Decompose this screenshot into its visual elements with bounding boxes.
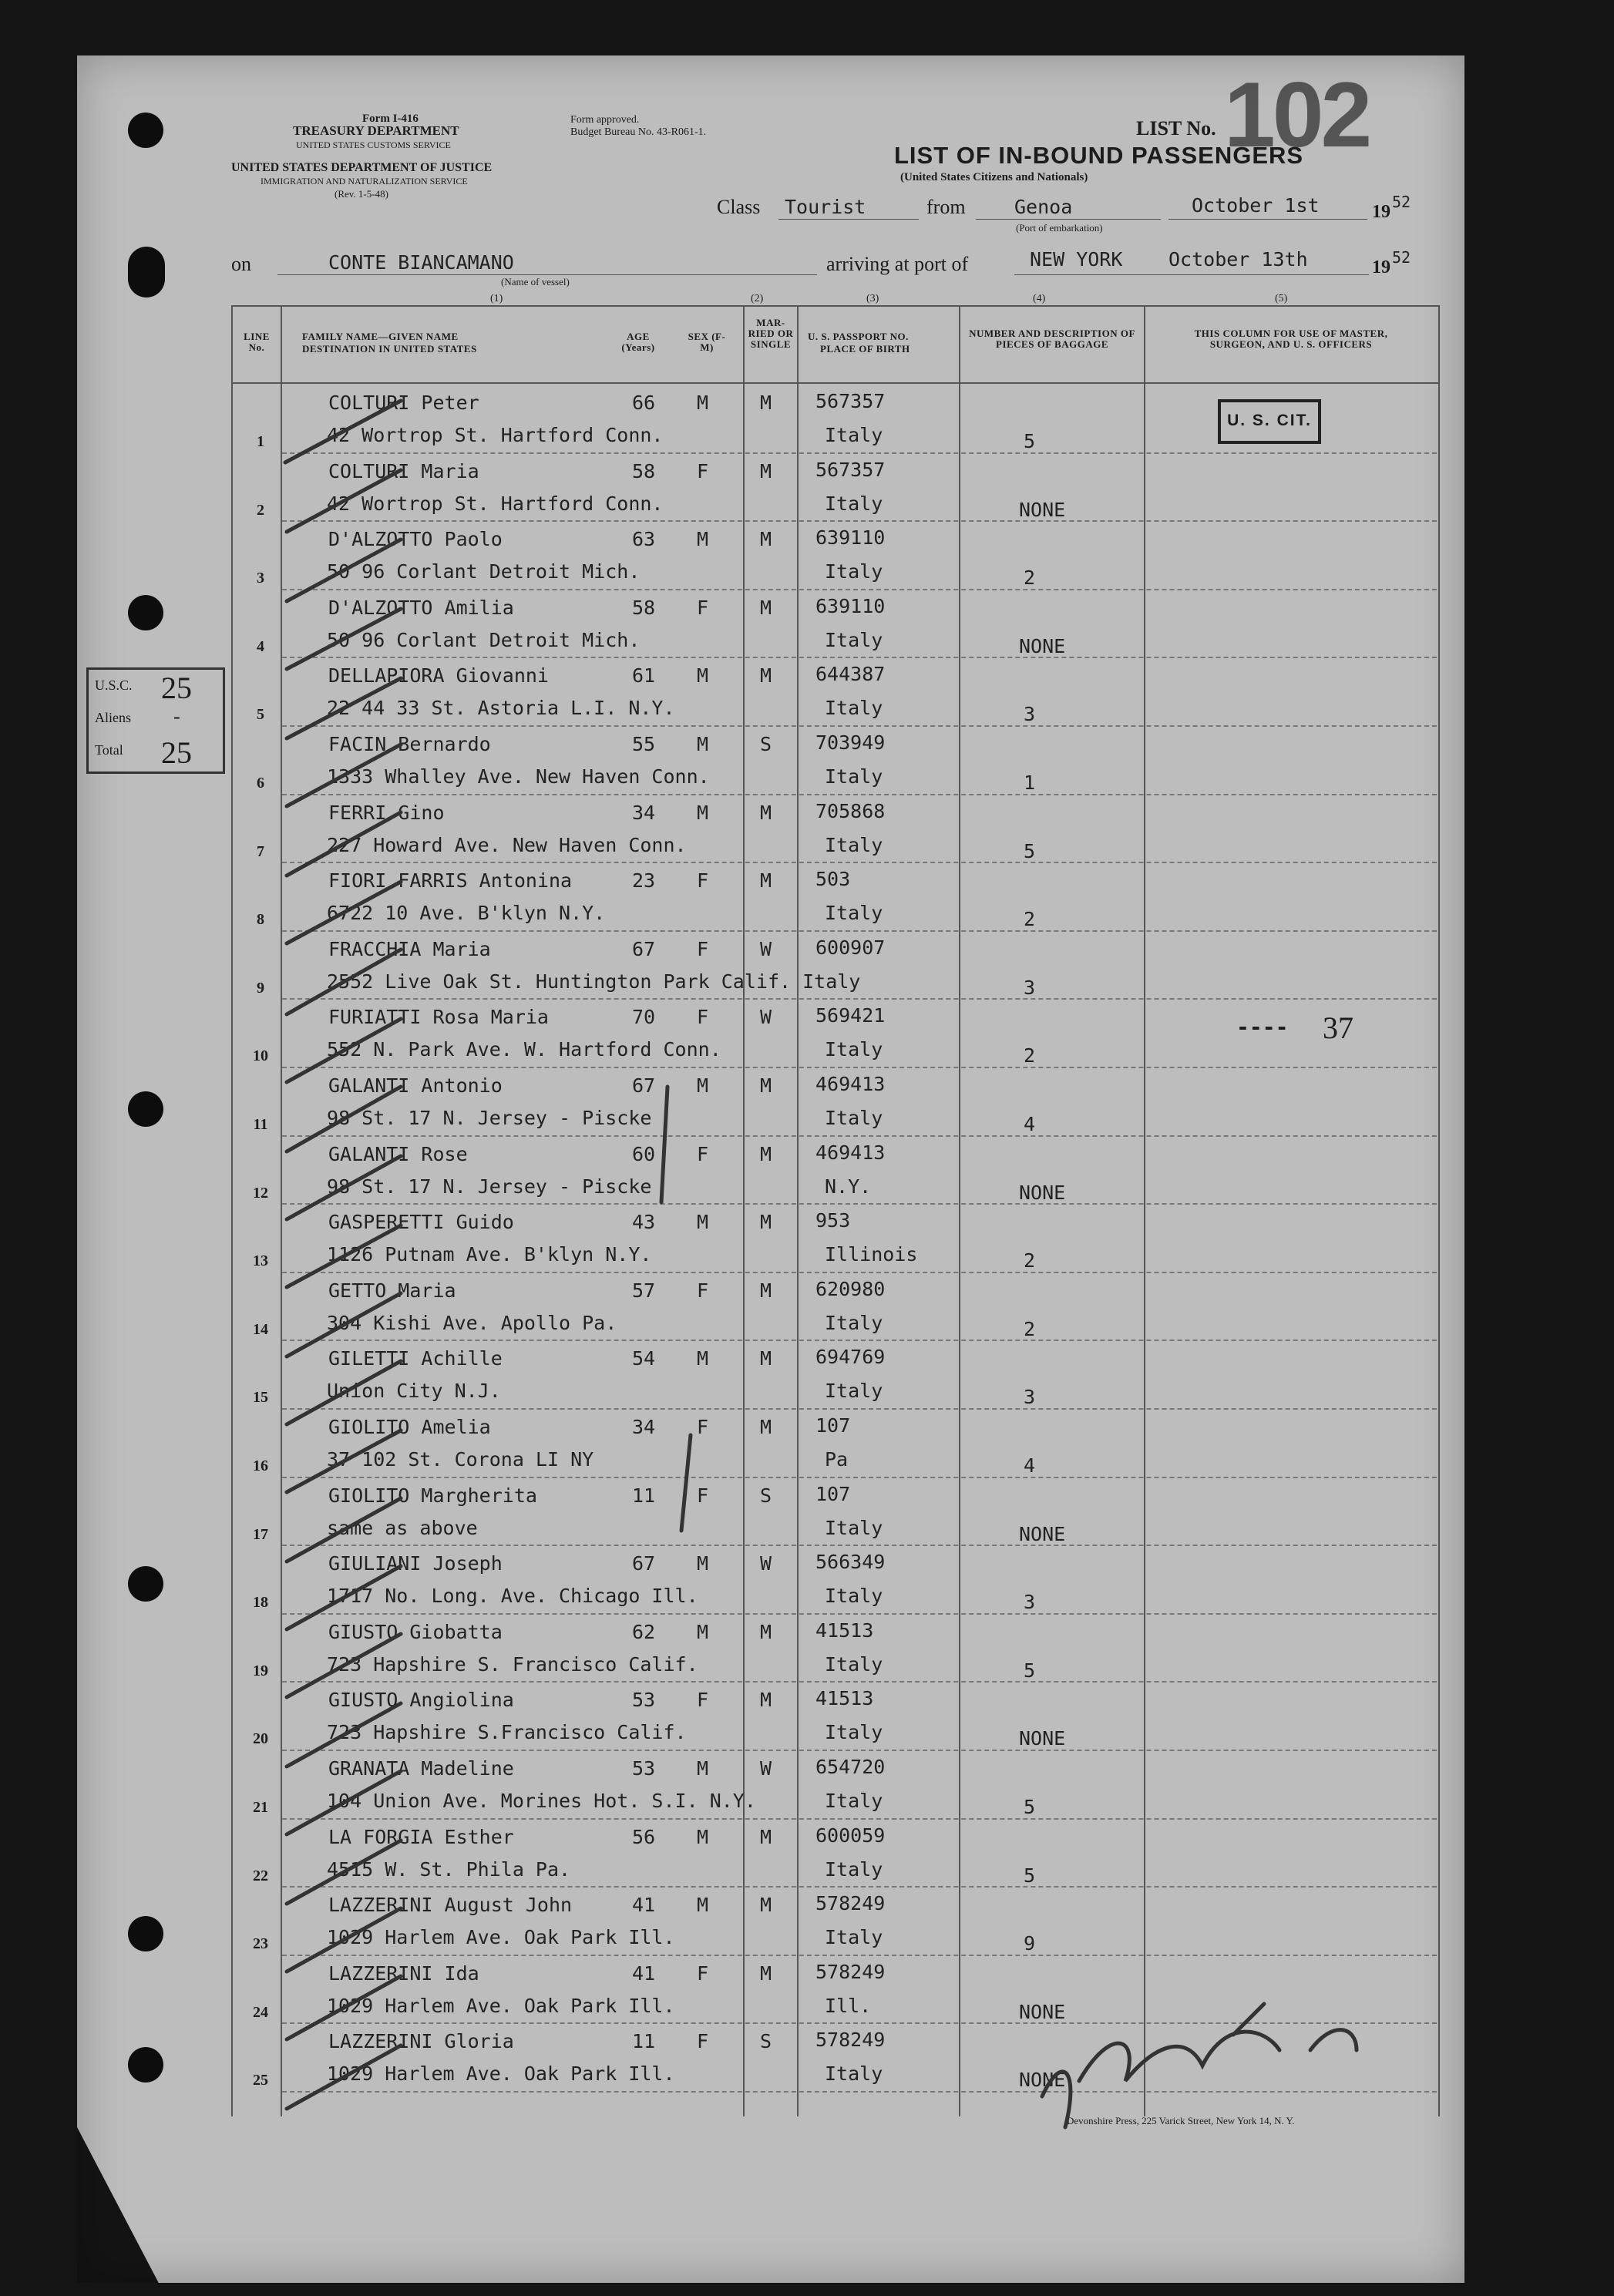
passport-number: 41513 xyxy=(815,1619,874,1642)
place-of-birth: Italy xyxy=(825,1380,883,1403)
justice-dept: UNITED STATES DEPARTMENT OF JUSTICE xyxy=(231,161,493,174)
on-label: on xyxy=(231,253,251,275)
passenger-age: 11 xyxy=(632,1484,656,1507)
aliens-label: Aliens xyxy=(95,710,131,725)
torn-corner xyxy=(77,2127,162,2289)
passenger-marital-status: M xyxy=(760,1211,772,1234)
baggage-count: NONE xyxy=(1019,2069,1066,2092)
passenger-name: GALANTI Rose xyxy=(328,1142,468,1165)
passenger-marital-status: M xyxy=(760,1279,772,1302)
passport-number: 600059 xyxy=(815,1824,886,1847)
customs-service: UNITED STATES CUSTOMS SERVICE xyxy=(296,140,451,150)
passport-number: 578249 xyxy=(815,1892,886,1915)
passenger-marital-status: W xyxy=(760,1757,772,1780)
place-of-birth: Italy xyxy=(825,1107,883,1129)
vessel-caption: (Name of vessel) xyxy=(501,276,570,287)
line-number: 14 xyxy=(253,1320,268,1338)
passport-number: 469413 xyxy=(815,1073,886,1095)
baggage-count: 4 xyxy=(1024,1113,1036,1135)
passenger-age: 23 xyxy=(632,869,656,893)
passenger-destination: 304 Kishi Ave. Apollo Pa. xyxy=(327,1311,617,1334)
place-of-birth: Italy xyxy=(825,1038,883,1061)
line-number: 12 xyxy=(253,1184,268,1202)
list-number: 102 xyxy=(1224,63,1370,166)
header-age: AGE (Years) xyxy=(621,331,655,353)
baggage-count: 2 xyxy=(1024,1317,1036,1340)
baggage-count: 3 xyxy=(1024,703,1036,726)
passenger-sex: M xyxy=(697,1825,709,1848)
list-label: LIST No. xyxy=(1136,117,1216,140)
passenger-name: LA FORGIA Esther xyxy=(328,1825,514,1848)
passenger-sex: M xyxy=(697,392,709,414)
passenger-sex: F xyxy=(697,1689,709,1712)
passenger-destination: 2552 Live Oak St. Huntington Park Calif. Italy xyxy=(327,970,861,993)
passenger-marital-status: M xyxy=(760,392,772,414)
officer-dash: ---- xyxy=(1236,1014,1289,1040)
line-number: 23 xyxy=(253,1935,268,1953)
passenger-age: 70 xyxy=(632,1006,656,1029)
passenger-marital-status: S xyxy=(760,1484,772,1507)
place-of-birth: Ill. xyxy=(825,1994,872,2017)
line-number: 22 xyxy=(253,1867,268,1884)
class-label: Class xyxy=(717,196,761,218)
passenger-destination: 22 44 33 St. Astoria L.I. N.Y. xyxy=(327,697,675,720)
passport-number: 578249 xyxy=(815,2029,886,2052)
passenger-marital-status: S xyxy=(760,2030,772,2053)
year-prefix: 19 xyxy=(1372,202,1390,222)
place-of-birth: Italy xyxy=(825,628,883,651)
line-number: 15 xyxy=(253,1389,268,1407)
passport-number: 569421 xyxy=(815,1004,886,1027)
place-of-birth: Italy xyxy=(825,1790,883,1812)
passenger-destination: 723 Hapshire S.Francisco Calif. xyxy=(327,1721,687,1744)
place-of-birth: Illinois xyxy=(825,1243,918,1266)
passenger-destination: 42 Wortrop St. Hartford Conn. xyxy=(327,424,664,446)
passenger-name: COLTURI Maria xyxy=(328,459,479,482)
passenger-name: DELLAPIORA Giovanni xyxy=(328,664,549,687)
arrival-year-value: 52 xyxy=(1392,248,1411,267)
treasury-dept: TREASURY DEPARTMENT xyxy=(293,123,459,138)
line-number: 13 xyxy=(253,1252,268,1270)
passenger-sex: M xyxy=(697,801,709,824)
baggage-count: 3 xyxy=(1024,1386,1036,1409)
line-number: 24 xyxy=(253,2003,268,2021)
place-of-birth: Italy xyxy=(825,1311,883,1334)
passenger-sex: F xyxy=(697,459,709,482)
passport-number: 953 xyxy=(815,1209,851,1232)
passenger-destination: 4515 W. St. Phila Pa. xyxy=(327,1857,571,1881)
form-number: Form I-416 xyxy=(362,113,419,125)
header-married: MAR-RIED OR SINGLE xyxy=(748,317,794,350)
arrival-port: NEW YORK xyxy=(1030,248,1123,271)
baggage-count: 3 xyxy=(1024,1591,1036,1614)
passenger-age: 58 xyxy=(632,459,656,482)
passport-number: 567357 xyxy=(815,458,886,481)
place-of-birth: Italy xyxy=(825,1926,883,1949)
passenger-marital-status: W xyxy=(760,1552,772,1575)
passenger-name: GIOLITO Margherita xyxy=(328,1484,537,1507)
header-sex: SEX (F-M) xyxy=(688,331,726,353)
us-cit-stamp: U. S. CIT. xyxy=(1218,399,1321,444)
baggage-count: 5 xyxy=(1024,1796,1036,1818)
passenger-marital-status: M xyxy=(760,1074,772,1097)
passport-number: 639110 xyxy=(815,594,886,617)
departure-date: October 1st xyxy=(1192,194,1320,217)
passenger-destination: same as above xyxy=(327,1516,478,1539)
baggage-count: NONE xyxy=(1019,634,1066,657)
passenger-sex: M xyxy=(697,1552,709,1575)
passenger-age: 55 xyxy=(632,733,656,755)
place-of-birth: Italy xyxy=(825,424,883,446)
passenger-name: LAZZERINI August John xyxy=(328,1894,573,1917)
passenger-age: 67 xyxy=(632,937,656,960)
passport-number: 654720 xyxy=(815,1756,886,1778)
line-number: 10 xyxy=(253,1047,268,1065)
passport-number: 578249 xyxy=(815,1960,886,1983)
passport-number: 600907 xyxy=(815,936,886,959)
passenger-destination: Union City N.J. xyxy=(327,1380,501,1403)
baggage-count: 5 xyxy=(1024,1659,1036,1682)
passport-number: 639110 xyxy=(815,526,886,550)
baggage-count: 5 xyxy=(1024,1864,1036,1887)
passenger-sex: F xyxy=(697,596,709,619)
vessel-name: CONTE BIANCAMANO xyxy=(328,251,514,274)
line-number: 17 xyxy=(253,1525,268,1543)
passport-number: 703949 xyxy=(815,731,886,754)
passenger-marital-status: W xyxy=(760,1006,772,1029)
passenger-age: 53 xyxy=(632,1689,656,1712)
passenger-sex: F xyxy=(697,1416,709,1438)
passport-number: 567357 xyxy=(815,390,886,412)
line-number: 18 xyxy=(253,1594,268,1612)
passenger-marital-status: M xyxy=(760,664,772,687)
passenger-name: COLTURI Peter xyxy=(328,392,479,414)
line-number: 7 xyxy=(257,842,264,860)
col-num-5: (5) xyxy=(1275,293,1288,304)
revision: (Rev. 1-5-48) xyxy=(335,188,388,200)
passenger-age: 61 xyxy=(632,664,656,687)
passenger-name: FERRI Gino xyxy=(328,801,445,824)
passenger-sex: F xyxy=(697,937,709,960)
passport-number: 41513 xyxy=(815,1687,874,1710)
header-baggage: NUMBER AND DESCRIPTION OF PIECES OF BAGGAGE xyxy=(969,328,1135,350)
budget-bureau: Budget Bureau No. 43-R061-1. xyxy=(570,126,707,138)
total-label: Total xyxy=(95,742,123,758)
passenger-age: 66 xyxy=(632,392,656,414)
passenger-destination: 1029 Harlem Ave. Oak Park Ill. xyxy=(327,1926,675,1949)
col-num-4: (4) xyxy=(1033,293,1046,304)
passenger-sex: M xyxy=(697,1074,709,1097)
place-of-birth: Pa xyxy=(825,1448,849,1471)
passenger-sex: M xyxy=(697,664,709,687)
passenger-destination: 723 Hapshire S. Francisco Calif. xyxy=(327,1652,698,1676)
passport-number: 694769 xyxy=(815,1346,886,1369)
passenger-destination: 42 Wortrop St. Hartford Conn. xyxy=(327,492,664,515)
passenger-destination: 1029 Harlem Ave. Oak Park Ill. xyxy=(327,1994,675,2017)
passenger-destination: 104 Union Ave. Morines Hot. S.I. N.Y. xyxy=(327,1790,756,1812)
passenger-name: GILETTI Achille xyxy=(328,1347,503,1370)
baggage-count: 1 xyxy=(1024,771,1036,794)
baggage-count: 3 xyxy=(1024,976,1036,999)
passenger-age: 53 xyxy=(632,1757,656,1780)
passenger-marital-status: M xyxy=(760,1620,772,1643)
passenger-age: 63 xyxy=(632,528,656,551)
passenger-age: 43 xyxy=(632,1211,656,1234)
place-of-birth: Italy xyxy=(825,560,883,583)
place-of-birth: Italy xyxy=(825,697,883,720)
passenger-destination: 6722 10 Ave. B'klyn N.Y. xyxy=(327,902,606,925)
baggage-count: 2 xyxy=(1024,1044,1036,1067)
passenger-marital-status: M xyxy=(760,1825,772,1848)
line-number: 4 xyxy=(257,637,264,655)
passenger-sex: F xyxy=(697,1006,709,1029)
passenger-sex: F xyxy=(697,869,709,893)
baggage-count: 2 xyxy=(1024,1249,1036,1272)
passenger-age: 56 xyxy=(632,1825,656,1848)
passport-number: 705868 xyxy=(815,799,886,822)
passenger-destination: 50 96 Corlant Detroit Mich. xyxy=(327,560,641,583)
passenger-age: 67 xyxy=(632,1552,656,1575)
passenger-destination: 1717 No. Long. Ave. Chicago Ill. xyxy=(327,1585,698,1608)
passenger-age: 57 xyxy=(632,1279,656,1302)
header-name: FAMILY NAME—GIVEN NAME xyxy=(302,331,459,342)
passenger-destination: 227 Howard Ave. New Haven Conn. xyxy=(327,833,687,856)
passenger-name: D'ALZOTTO Amilia xyxy=(328,596,514,619)
passenger-sex: M xyxy=(697,733,709,755)
passenger-marital-status: M xyxy=(760,1142,772,1165)
place-of-birth: Italy xyxy=(825,902,883,925)
passenger-age: 54 xyxy=(632,1347,656,1370)
header-destination: DESTINATION IN UNITED STATES xyxy=(302,343,477,355)
port-caption: (Port of embarkation) xyxy=(1016,222,1103,234)
passport-number: 469413 xyxy=(815,1141,886,1164)
baggage-count: 2 xyxy=(1024,908,1036,931)
col-num-2: (2) xyxy=(751,293,764,304)
passenger-name: D'ALZOTTO Paolo xyxy=(328,528,503,551)
passport-number: 107 xyxy=(815,1414,851,1437)
line-number: 3 xyxy=(257,570,264,587)
passenger-sex: M xyxy=(697,1347,709,1370)
baggage-count: 5 xyxy=(1024,430,1036,452)
passenger-marital-status: M xyxy=(760,459,772,482)
from-value: Genoa xyxy=(1014,196,1073,218)
baggage-count: 5 xyxy=(1024,839,1036,862)
passenger-destination: 552 N. Park Ave. W. Hartford Conn. xyxy=(327,1038,721,1061)
place-of-birth: Italy xyxy=(825,492,883,515)
header-officers: THIS COLUMN FOR USE OF MASTER, SURGEON, AND U. S. OFFICERS xyxy=(1194,328,1388,350)
passenger-sex: F xyxy=(697,1142,709,1165)
passport-number: 620980 xyxy=(815,1277,886,1300)
passenger-name: GRANATA Madeline xyxy=(328,1757,514,1780)
passenger-name: GIULIANI Joseph xyxy=(328,1552,503,1575)
page-subtitle: (United States Citizens and Nationals) xyxy=(900,171,1088,183)
line-number: 6 xyxy=(257,775,264,792)
line-number: 21 xyxy=(253,1799,268,1816)
line-number: 25 xyxy=(253,2072,268,2089)
col-num-1: (1) xyxy=(490,293,503,304)
header-birth: PLACE OF BIRTH xyxy=(820,343,910,355)
passenger-marital-status: M xyxy=(760,1347,772,1370)
baggage-count: NONE xyxy=(1019,1181,1066,1204)
line-number: 16 xyxy=(253,1457,268,1474)
passenger-name: GIOLITO Amelia xyxy=(328,1416,491,1438)
passenger-age: 62 xyxy=(632,1620,656,1643)
passenger-name: GETTO Maria xyxy=(328,1279,456,1302)
passenger-sex: F xyxy=(697,2030,709,2053)
passenger-name: LAZZERINI Gloria xyxy=(328,2030,514,2053)
header-passport: U. S. PASSPORT NO. xyxy=(808,331,909,342)
line-number: 11 xyxy=(253,1116,268,1133)
line-number: 19 xyxy=(253,1662,268,1679)
officer-note: 37 xyxy=(1323,1010,1353,1045)
passenger-age: 11 xyxy=(632,2030,656,2053)
passport-number: 566349 xyxy=(815,1551,886,1574)
passenger-name: GALANTI Antonio xyxy=(328,1074,503,1097)
passenger-marital-status: M xyxy=(760,1962,772,1985)
place-of-birth: Italy xyxy=(825,1721,883,1744)
aliens-value: - xyxy=(173,705,180,728)
passenger-name: FACIN Bernardo xyxy=(328,733,491,755)
col-num-3: (3) xyxy=(866,293,879,304)
place-of-birth: Italy xyxy=(825,1652,883,1676)
line-number: 5 xyxy=(257,706,264,724)
passport-number: 644387 xyxy=(815,663,886,686)
place-of-birth: Italy xyxy=(825,765,883,788)
line-number: 8 xyxy=(257,911,264,929)
baggage-count: NONE xyxy=(1019,498,1066,521)
place-of-birth: Italy xyxy=(825,1585,883,1608)
passenger-marital-status: W xyxy=(760,937,772,960)
passenger-sex: F xyxy=(697,1962,709,1985)
baggage-count: 2 xyxy=(1024,566,1036,590)
passenger-destination: 50 96 Corlant Detroit Mich. xyxy=(327,628,641,651)
usc-value: 25 xyxy=(161,671,192,705)
passenger-sex: M xyxy=(697,1620,709,1643)
form-approved: Form approved. xyxy=(570,114,640,126)
from-label: from xyxy=(926,196,966,218)
total-value: 25 xyxy=(161,735,192,770)
usc-label: U.S.C. xyxy=(95,677,133,693)
baggage-count: NONE xyxy=(1019,1727,1066,1750)
passenger-name: GASPERETTI Guido xyxy=(328,1211,514,1234)
passenger-sex: M xyxy=(697,1757,709,1780)
passenger-marital-status: M xyxy=(760,1416,772,1438)
year-value: 52 xyxy=(1392,193,1411,211)
passenger-marital-status: M xyxy=(760,869,772,893)
baggage-count: 9 xyxy=(1024,1932,1036,1955)
arriving-label: arriving at port of xyxy=(826,253,969,275)
passenger-name: GIUSTO Giobatta xyxy=(328,1620,503,1643)
place-of-birth: N.Y. xyxy=(825,1175,872,1198)
ins-service: IMMIGRATION AND NATURALIZATION SERVICE xyxy=(261,176,468,187)
passenger-marital-status: M xyxy=(760,1894,772,1917)
passport-number: 503 xyxy=(815,868,851,891)
passenger-name: FURIATTI Rosa Maria xyxy=(328,1006,549,1029)
passenger-destination: 1126 Putnam Ave. B'klyn N.Y. xyxy=(327,1243,652,1266)
passenger-marital-status: M xyxy=(760,528,772,551)
header-line-no: LINE No. xyxy=(244,331,270,353)
passenger-destination: 37 102 St. Corona LI NY xyxy=(327,1448,594,1471)
passenger-destination: 98 St. 17 N. Jersey - Piscke xyxy=(327,1175,652,1198)
passenger-age: 58 xyxy=(632,596,656,619)
passenger-age: 34 xyxy=(632,801,656,824)
passenger-destination: 1333 Whalley Ave. New Haven Conn. xyxy=(327,765,710,788)
line-number: 9 xyxy=(257,979,264,997)
place-of-birth: Italy xyxy=(825,2062,883,2086)
passenger-name: FRACCHIA Maria xyxy=(328,937,491,960)
passenger-sex: F xyxy=(697,1484,709,1507)
line-number: 20 xyxy=(253,1730,268,1748)
passenger-sex: M xyxy=(697,528,709,551)
passenger-age: 41 xyxy=(632,1962,656,1985)
class-value: Tourist xyxy=(785,196,866,218)
passenger-age: 34 xyxy=(632,1416,656,1438)
passenger-marital-status: M xyxy=(760,801,772,824)
passenger-age: 67 xyxy=(632,1074,656,1097)
passenger-sex: F xyxy=(697,1279,709,1302)
passenger-sex: M xyxy=(697,1894,709,1917)
page-title: LIST OF IN-BOUND PASSENGERS xyxy=(894,142,1304,169)
passenger-marital-status: S xyxy=(760,733,772,755)
passenger-age: 41 xyxy=(632,1894,656,1917)
baggage-count: NONE xyxy=(1019,2000,1066,2023)
line-number: 1 xyxy=(257,433,264,450)
passenger-marital-status: M xyxy=(760,1689,772,1712)
passenger-sex: M xyxy=(697,1211,709,1234)
line-number: 2 xyxy=(257,501,264,519)
passenger-name: LAZZERINI Ida xyxy=(328,1962,479,1985)
arrival-date: October 13th xyxy=(1168,248,1308,271)
baggage-count: 4 xyxy=(1024,1454,1036,1477)
passenger-name: FIORI FARRIS Antonina xyxy=(328,869,573,893)
place-of-birth: Italy xyxy=(825,1516,883,1539)
passenger-marital-status: M xyxy=(760,596,772,619)
printer-imprint: Devonshire Press, 225 Varick Street, New York 14, N. Y. xyxy=(1067,2115,1295,2126)
place-of-birth: Italy xyxy=(825,833,883,856)
arrival-year-prefix: 19 xyxy=(1372,257,1390,277)
passport-number: 107 xyxy=(815,1482,851,1505)
baggage-count: NONE xyxy=(1019,1522,1066,1545)
passenger-age: 60 xyxy=(632,1142,656,1165)
passenger-destination: 1029 Harlem Ave. Oak Park Ill. xyxy=(327,2062,675,2086)
passenger-name: GIUSTO Angiolina xyxy=(328,1689,514,1712)
passenger-destination: 98 St. 17 N. Jersey - Piscke xyxy=(327,1107,652,1129)
place-of-birth: Italy xyxy=(825,1857,883,1881)
